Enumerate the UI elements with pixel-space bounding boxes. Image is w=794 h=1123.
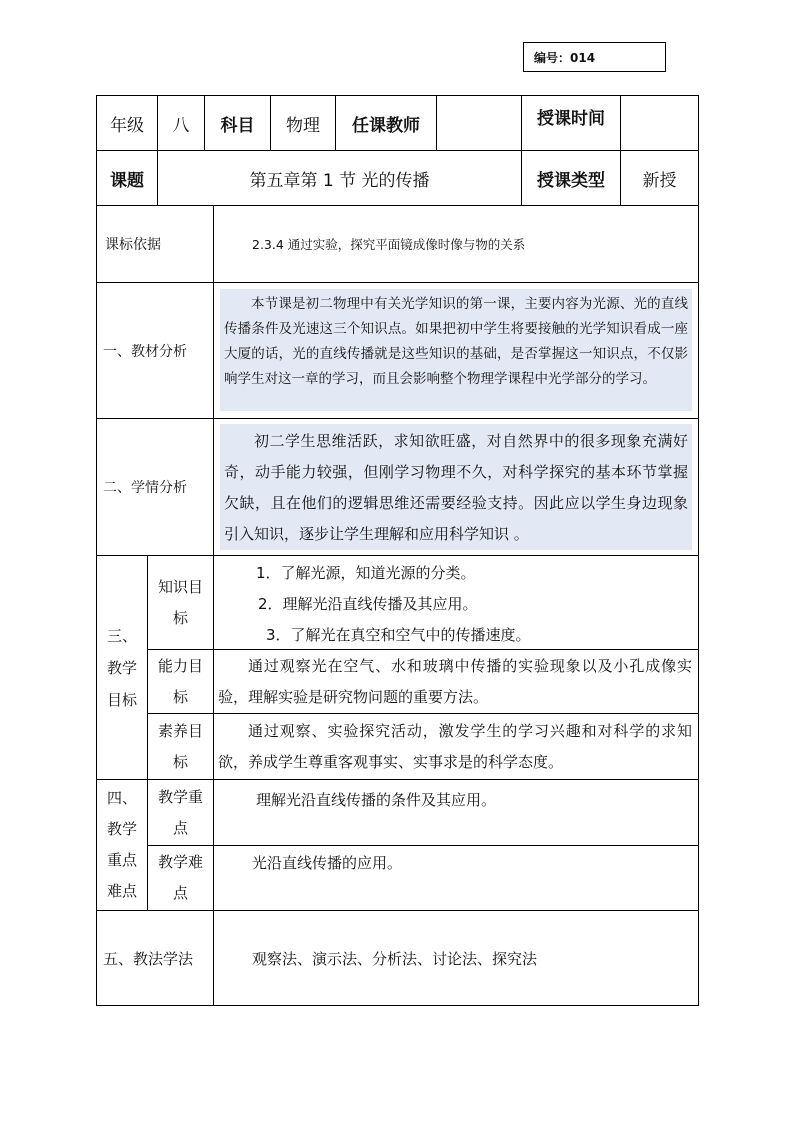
goals-label-line-3: 目标 bbox=[106, 690, 137, 709]
student-analysis-text: 初二学生思维活跃，求知欲旺盛，对自然界中的很多现象充满好奇，动手能力较强，但刚学习物理不久，对科学探究的基本环节掌握欠缺，且在他们的逻辑思维还需要经验支持。因此应以学生身边现象引入知识，逐步让学生理解和应用科学知识 。 bbox=[220, 424, 692, 550]
subject-value: 物理 bbox=[286, 115, 320, 136]
topic-label: 课题 bbox=[110, 170, 144, 191]
focus-label bbox=[97, 780, 147, 910]
goals-label-line-1: 三、 bbox=[106, 626, 137, 645]
difficult-point-label-line-2: 点 bbox=[172, 884, 188, 902]
goals-label bbox=[97, 556, 147, 779]
knowledge-goal-label-line-2: 标 bbox=[172, 608, 188, 627]
focus-label-line-2: 教学 bbox=[106, 820, 137, 838]
methods-label: 五、教法学法 bbox=[103, 950, 194, 968]
difficult-point-text: 光沿直线传播的应用。 bbox=[252, 854, 403, 872]
teacher-label: 任课教师 bbox=[352, 115, 420, 136]
knowledge-goal-list bbox=[214, 558, 698, 648]
quality-goal-label bbox=[148, 714, 213, 779]
quality-goal-label-line-2: 标 bbox=[172, 752, 188, 771]
type-value: 新授 bbox=[642, 170, 677, 191]
knowledge-goal-item: 3．了解光在真空和空气中的传播速度。 bbox=[266, 626, 531, 644]
grade-label: 年级 bbox=[110, 115, 144, 136]
difficult-point-label bbox=[148, 846, 213, 910]
standard-value: 2.3.4 通过实验，探究平面镜成像时像与物的关系 bbox=[252, 237, 526, 252]
knowledge-goal-item: 1．了解光源，知道光源的分类。 bbox=[256, 564, 476, 582]
knowledge-goal-label-line-1: 知识目 bbox=[157, 577, 203, 596]
standard-label: 课标依据 bbox=[105, 237, 161, 253]
ability-goal-label bbox=[148, 650, 213, 713]
methods-text: 观察法、演示法、分析法、讨论法、探究法 bbox=[252, 950, 538, 968]
grade-value: 八 bbox=[172, 115, 190, 136]
textbook-analysis-label: 一、教材分析 bbox=[103, 343, 187, 360]
time-label: 授课时间 bbox=[537, 108, 605, 129]
focus-label-line-3: 重点 bbox=[106, 851, 137, 869]
key-point-label-line-1: 教学重 bbox=[157, 787, 203, 806]
time-value bbox=[621, 96, 698, 150]
topic-value: 第五章第 1 节 光的传播 bbox=[249, 170, 430, 191]
key-point-label bbox=[148, 780, 213, 845]
type-label: 授课类型 bbox=[537, 170, 605, 191]
knowledge-goal-label bbox=[148, 556, 213, 649]
key-point-text: 理解光沿直线传播的条件及其应用。 bbox=[256, 791, 497, 809]
student-analysis-label: 二、学情分析 bbox=[103, 480, 187, 496]
knowledge-goal-item: 2．理解光沿直线传播及其应用。 bbox=[258, 595, 478, 613]
goals-label-line-2: 教学 bbox=[106, 658, 137, 677]
difficult-point-label-line-1: 教学难 bbox=[157, 853, 203, 871]
document-number: 编号：014 bbox=[523, 42, 666, 72]
teacher-value bbox=[437, 96, 521, 150]
focus-label-line-1: 四、 bbox=[106, 789, 137, 807]
subject-label: 科目 bbox=[220, 115, 255, 136]
ability-goal-text: 通过观察光在空气、水和玻璃中传播的实验现象以及小孔成像实验，理解实验是研究物问题的重要方法。 bbox=[218, 657, 692, 706]
key-point-label-line-2: 点 bbox=[172, 818, 188, 837]
ability-goal-label-line-2: 标 bbox=[172, 687, 188, 706]
quality-goal-label-line-1: 素养目 bbox=[157, 721, 203, 740]
ability-goal-label-line-1: 能力目 bbox=[157, 656, 203, 675]
textbook-analysis-text: 本节课是初二物理中有关光学知识的第一课，主要内容为光源、光的直线传播条件及光速这三个知识点。如果把初中学生将要接触的光学知识看成一座大厦的话，光的直线传播就是这些知识的基础，是否掌握这一知识点，不仅影响学生对这一章的学习，而且会影响整个物理学课程中光学部分的学习。 bbox=[220, 289, 692, 411]
quality-goal-text: 通过观察、实验探究活动，激发学生的学习兴趣和对科学的求知欲，养成学生尊重客观事实、实事求是的科学态度。 bbox=[218, 722, 692, 771]
focus-label-line-4: 难点 bbox=[106, 882, 137, 900]
